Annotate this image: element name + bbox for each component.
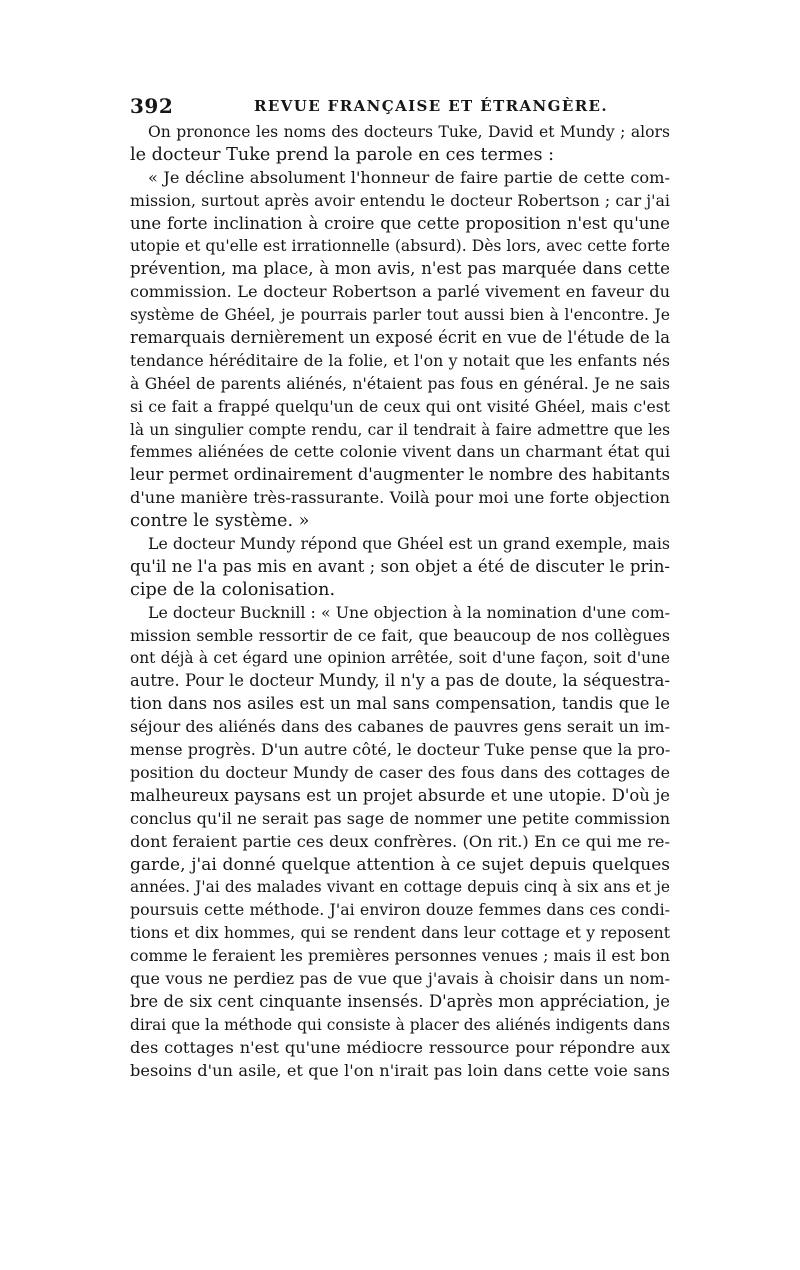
- body-text: [130, 121, 670, 1082]
- page-number: 392: [130, 94, 174, 118]
- text-line: qu'il ne l'a pas mis en avant ; son objet a été de discuter le prin-: [130, 556, 670, 576]
- text-line: mission, surtout après avoir entendu le docteur Robertson ; car j'ai: [130, 190, 670, 210]
- text-line: poursuis cette méthode. J'ai environ douze femmes dans ces condi-: [130, 900, 670, 920]
- text-line: à Ghéel de parents aliénés, n'étaient pas fous en général. Je ne sais: [130, 374, 670, 393]
- text-line: d'une manière très-rassurante. Voilà pour moi une forte objection: [130, 488, 670, 508]
- text-line: « Je décline absolument l'honneur de faire partie de cette com-: [148, 167, 670, 187]
- text-line: que vous ne perdiez pas de vue que j'avais à choisir dans un nom-: [130, 968, 670, 988]
- text-line: autre. Pour le docteur Mundy, il n'y a pas de doute, la séquestra-: [130, 671, 670, 691]
- text-line: bre de six cent cinquante insensés. D'après mon appréciation, je: [130, 991, 670, 1011]
- text-line: tendance héréditaire de la folie, et l'on y notait que les enfants nés: [130, 350, 670, 370]
- text-line: dirai que la méthode qui consiste à placer des aliénés indigents dans: [130, 1015, 670, 1034]
- text-line: utopie et qu'elle est irrationnelle (absurd). Dès lors, avec cette forte: [130, 237, 670, 256]
- text-line: une forte inclination à croire que cette proposition n'est qu'une: [130, 213, 670, 233]
- text-line: mission semble ressortir de ce fait, que beaucoup de nos collègues: [130, 625, 670, 645]
- text-line: Le docteur Bucknill : « Une objection à la nomination d'une com-: [148, 602, 670, 622]
- text-line: là un singulier compte rendu, car il tendrait à faire admettre que les: [130, 420, 670, 439]
- text-line: position du docteur Mundy de caser des fous dans des cottages de: [130, 762, 670, 782]
- text-line: Le docteur Mundy répond que Ghéel est un grand exemple, mais: [148, 534, 670, 554]
- running-title: REVUE FRANÇAISE ET ÉTRANGÈRE.: [254, 97, 609, 115]
- text-line: comme le feraient les premières personnes venues ; mais il est bon: [130, 946, 670, 966]
- book-page: [130, 88, 670, 1082]
- text-line: femmes aliénées de cette colonie vivent dans un charmant état qui: [130, 442, 670, 462]
- text-line: conclus qu'il ne serait pas sage de nommer une petite commission: [130, 808, 670, 828]
- text-line: mense progrès. D'un autre côté, le docteur Tuke pense que la pro-: [130, 740, 670, 760]
- text-line: dont feraient partie ces deux confrères. (On rit.) En ce qui me re-: [130, 831, 670, 851]
- text-line: tions et dix hommes, qui se rendent dans leur cottage et y reposent: [130, 924, 670, 943]
- text-line: malheureux paysans est un projet absurde et une utopie. D'où je: [130, 785, 670, 805]
- text-line: commission. Le docteur Robertson a parlé vivement en faveur du: [130, 282, 670, 302]
- text-line: remarquais dernièrement un exposé écrit en vue de l'étude de la: [130, 328, 670, 348]
- text-line: prévention, ma place, à mon avis, n'est pas marquée dans cette: [130, 259, 670, 279]
- text-line: des cottages n'est qu'une médiocre ressource pour répondre aux: [130, 1037, 670, 1057]
- text-line: système de Ghéel, je pourrais parler tout aussi bien à l'encontre. Je: [130, 306, 670, 325]
- text-line: cipe de la colonisation.: [130, 579, 336, 600]
- text-line: tion dans nos asiles est un mal sans compensation, tandis que le: [130, 694, 670, 714]
- page-header: [130, 88, 670, 116]
- text-line: leur permet ordinairement d'augmenter le nombre des habitants: [130, 465, 670, 485]
- text-line: besoins d'un asile, et que l'on n'irait pas loin dans cette voie sans: [130, 1060, 670, 1080]
- text-line: ont déjà à cet égard une opinion arrêtée, soit d'une façon, soit d'une: [130, 649, 670, 668]
- text-line: contre le système. »: [130, 511, 310, 532]
- text-line: si ce fait a frappé quelqu'un de ceux qui ont visité Ghéel, mais c'est: [130, 397, 670, 416]
- text-line: On prononce les noms des docteurs Tuke, David et Mundy ; alors: [148, 123, 670, 141]
- text-line: garde, j'ai donné quelque attention à ce sujet depuis quelques: [130, 854, 670, 875]
- text-line: le docteur Tuke prend la parole en ces termes :: [130, 144, 555, 165]
- text-line: années. J'ai des malades vivant en cottage depuis cinq à six ans et je: [130, 878, 670, 897]
- text-line: séjour des aliénés dans des cabanes de pauvres gens serait un im-: [130, 717, 670, 737]
